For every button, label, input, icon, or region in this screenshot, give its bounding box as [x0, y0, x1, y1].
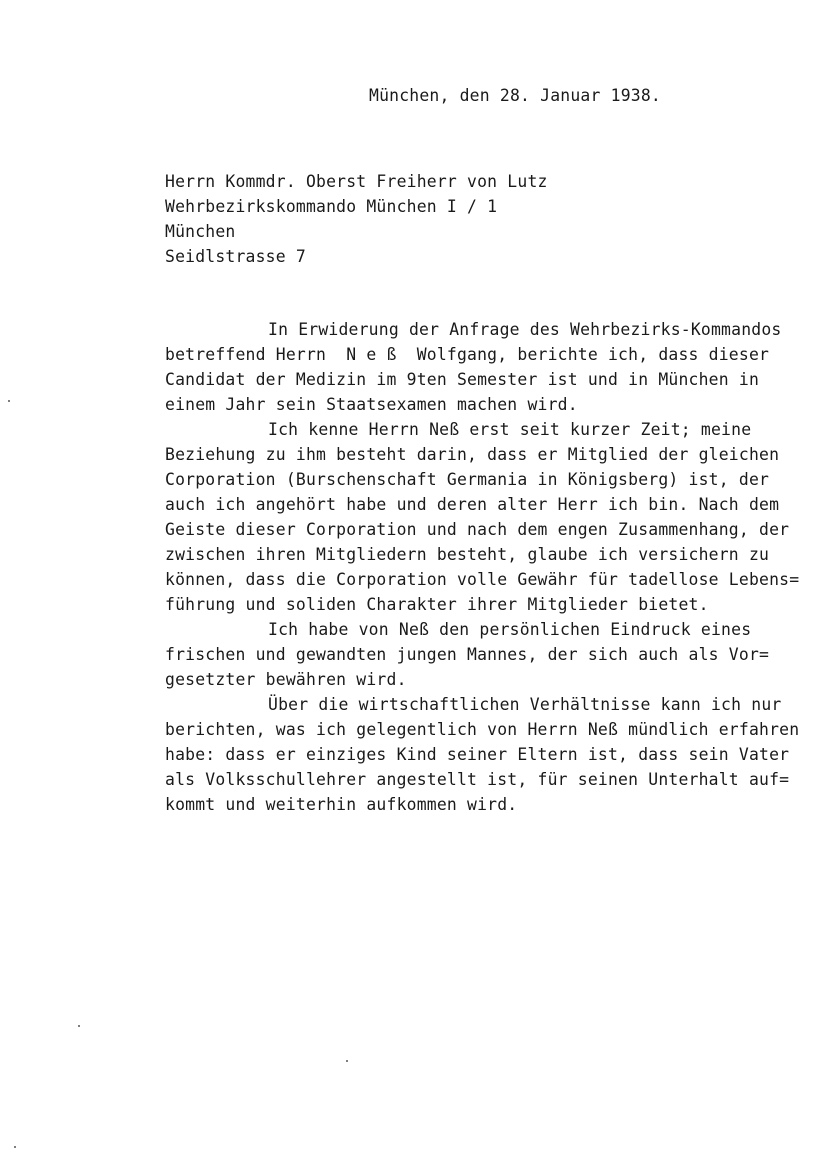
- body-line: In Erwiderung der Anfrage des Wehrbezirks-Kommandos: [268, 320, 782, 339]
- body-line: können, dass die Corporation volle Gewähr für tadellose Lebens=: [165, 570, 800, 589]
- body-line: auch ich angehört habe und deren alter Herr ich bin. Nach dem: [165, 495, 780, 514]
- recipient-street: Seidlstrasse 7: [165, 247, 306, 266]
- body-line: einem Jahr sein Staatsexamen machen wird.: [165, 395, 578, 414]
- body-line: zwischen ihren Mitgliedern besteht, glaube ich versichern zu: [165, 545, 770, 564]
- scan-speck: [8, 400, 10, 402]
- recipient-city: München: [165, 222, 236, 241]
- body-line: Candidat der Medizin im 9ten Semester ist und in München in: [165, 370, 760, 389]
- body-line: Geiste dieser Corporation und nach dem engen Zusammenhang, der: [165, 520, 790, 539]
- body-line: führung und soliden Charakter ihrer Mitglieder bietet.: [165, 595, 709, 614]
- body-line: kommt und weiterhin aufkommen wird.: [165, 795, 518, 814]
- body-line: Über die wirtschaftlichen Verhältnisse kann ich nur: [268, 695, 782, 714]
- date-line: München, den 28. Januar 1938.: [369, 86, 661, 105]
- body-line: gesetzter bewähren wird.: [165, 670, 407, 689]
- body-line: Ich habe von Neß den persönlichen Eindruck eines: [268, 620, 752, 639]
- body-line: berichten, was ich gelegentlich von Herrn Neß mündlich erfahren: [165, 720, 800, 739]
- body-line: habe: dass er einziges Kind seiner Eltern ist, dass sein Vater: [165, 745, 790, 764]
- body-line: Corporation (Burschenschaft Germania in Königsberg) ist, der: [165, 470, 770, 489]
- body-line: Beziehung zu ihm besteht darin, dass er Mitglied der gleichen: [165, 445, 780, 464]
- scan-speck: [78, 1025, 80, 1027]
- recipient-office: Wehrbezirkskommando München I / 1: [165, 197, 498, 216]
- scan-speck: [14, 1146, 16, 1148]
- body-line: als Volksschullehrer angestellt ist, für seinen Unterhalt auf=: [165, 770, 790, 789]
- body-line: frischen und gewandten jungen Mannes, der sich auch als Vor=: [165, 645, 770, 664]
- body-line: betreffend Herrn N e ß Wolfgang, berichte ich, dass dieser: [165, 345, 770, 364]
- recipient-name: Herrn Kommdr. Oberst Freiherr von Lutz: [165, 172, 548, 191]
- body-line: Ich kenne Herrn Neß erst seit kurzer Zeit; meine: [268, 420, 752, 439]
- scan-speck: [346, 1060, 348, 1062]
